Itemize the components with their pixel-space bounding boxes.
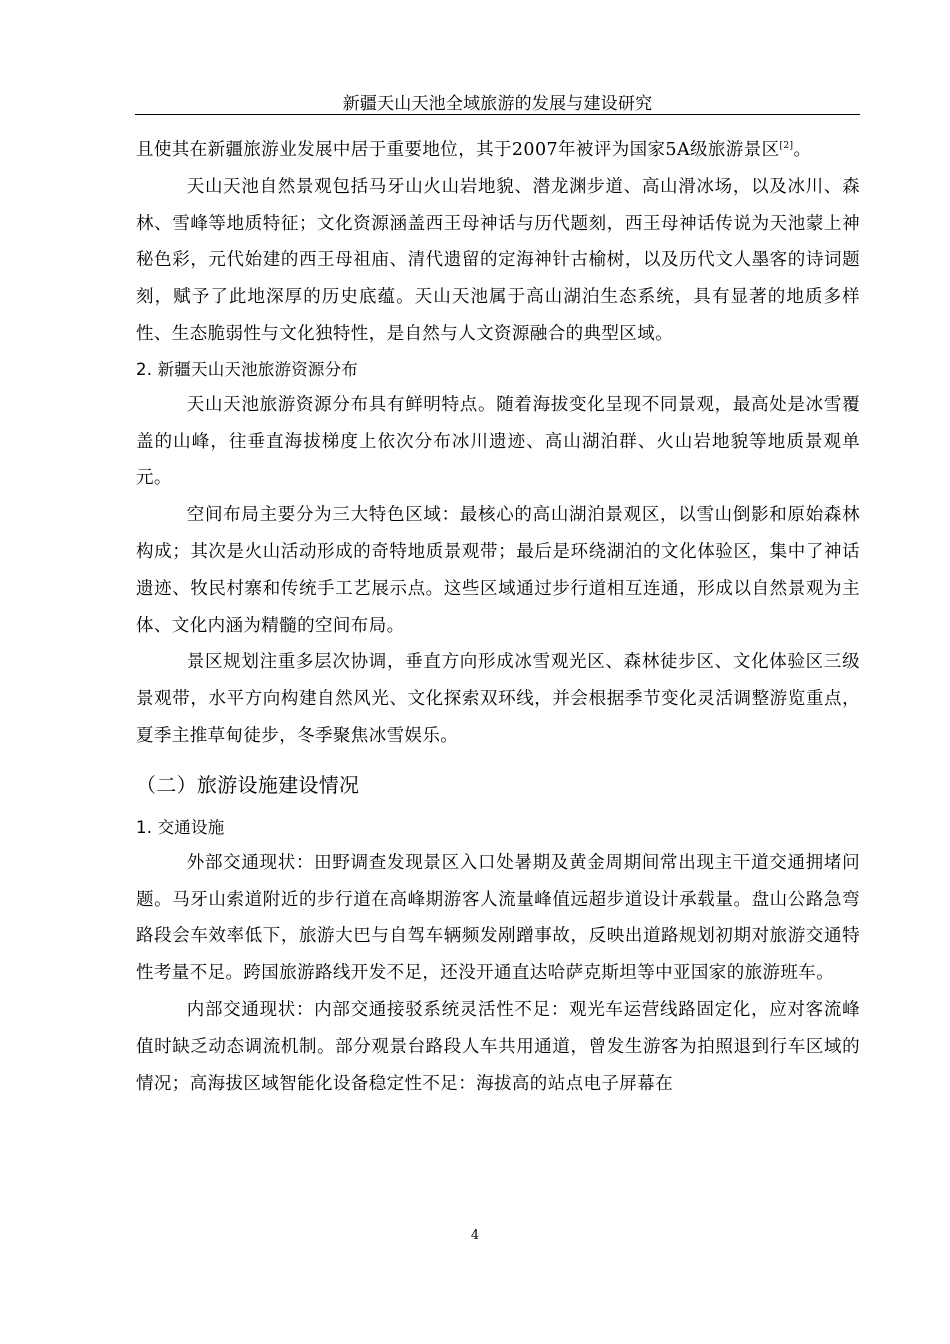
- section-heading-facilities: （二）旅游设施建设情况: [136, 772, 360, 797]
- page-number: 4: [470, 1228, 480, 1243]
- paragraph-natural-landscape: 天山天池自然景观包括马牙山火山岩地貌、潜龙渊步道、高山滑冰场，以及冰川、森林、雪峰等地质特征；文化资源涵盖西王母神话与历代题刻，西王母神话传说为天池蒙上神秘色彩，元代始建的西王母祖庙、清代遗留的定海神针古榆树，以及历代文人墨客的诗词题刻，赋予了此地深厚的历史底蕴。天山天池属于高山湖泊生态系统，具有显著的地质多样性、生态脆弱性与文化独特性，是自然与人文资源融合的典型区域。: [136, 176, 860, 344]
- paragraph-end-punct: 。: [793, 140, 812, 160]
- paragraph-text: 且使其在新疆旅游业发展中居于重要地位，其于2007年被评为国家5A级旅游景区: [136, 140, 780, 160]
- running-header: 新疆天山天池全域旅游的发展与建设研究: [342, 94, 653, 114]
- paragraph-continued: [136, 132, 860, 169]
- section-heading-resource-distribution: 2. 新疆天山天池旅游资源分布: [136, 359, 358, 379]
- paragraph-external-traffic: 外部交通现状：田野调查发现景区入口处暑期及黄金周期间常出现主干道交通拥堵问题。马牙山索道附近的步行道在高峰期游客人流量峰值远超步道设计承载量。盘山公路急弯路段会车效率低下，旅游大巴与自驾车辆频发剐蹭事故，反映出道路规划初期对旅游交通特性考量不足。跨国旅游路线开发不足，还没开通直达哈萨克斯坦等中亚国家的旅游班车。: [136, 852, 860, 984]
- citation-marker[interactable]: [2]: [779, 141, 794, 152]
- document-body: [136, 132, 860, 1102]
- paragraph-internal-traffic: 内部交通现状：内部交通接驳系统灵活性不足：观光车运营线路固定化，应对客流峰值时缺乏动态调流机制。部分观景台路段人车共用通道，曾发生游客为拍照退到行车区域的情况；高海拔区域智能化设备稳定性不足：海拔高的站点电子屏幕在: [136, 999, 860, 1094]
- section-heading-traffic: 1. 交通设施: [136, 817, 225, 837]
- paragraph-scenic-planning: 景区规划注重多层次协调，垂直方向形成冰雪观光区、森林徒步区、文化体验区三级景观带，水平方向构建自然风光、文化探索双环线，并会根据季节变化灵活调整游览重点，夏季主推草甸徒步，冬季聚焦冰雪娱乐。: [136, 652, 860, 746]
- header-rule: [135, 114, 860, 115]
- paragraph-spatial-layout: 空间布局主要分为三大特色区域：最核心的高山湖泊景观区，以雪山倒影和原始森林构成；其次是火山活动形成的奇特地质景观带；最后是环绕湖泊的文化体验区，集中了神话遗迹、牧民村寨和传统手工艺展示点。这些区域通过步行道相互连通，形成以自然景观为主体、文化内涵为精髓的空间布局。: [136, 505, 860, 636]
- paragraph-resource-distribution: 天山天池旅游资源分布具有鲜明特点。随着海拔变化呈现不同景观，最高处是冰雪覆盖的山峰，往垂直海拔梯度上依次分布冰川遗迹、高山湖泊群、火山岩地貌等地质景观单元。: [136, 394, 860, 489]
